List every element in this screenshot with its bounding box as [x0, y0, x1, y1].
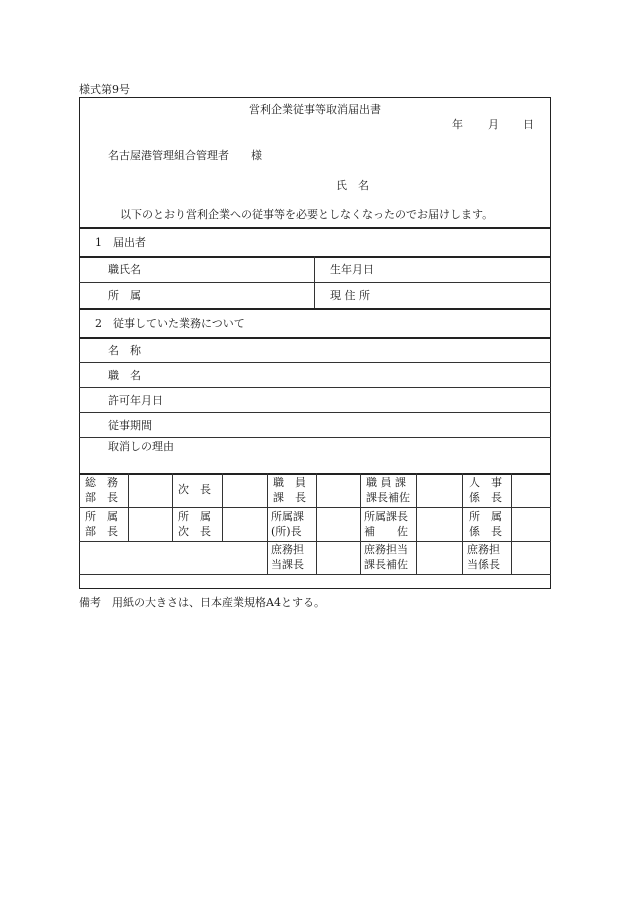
divider — [79, 337, 551, 339]
approver-deputy: 次 長 — [178, 483, 211, 496]
footnote: 備考 用紙の大きさは、日本産業規格A4とする。 — [79, 596, 325, 609]
divider — [79, 256, 551, 258]
address-label: 現 住 所 — [330, 289, 370, 302]
approver-general-staff: 庶務担 — [271, 543, 304, 556]
divider — [314, 256, 315, 308]
approver-title: 当課長 — [271, 558, 304, 571]
divider — [267, 473, 268, 574]
divider — [79, 473, 551, 475]
approver-department: 所 属 — [85, 510, 118, 523]
divider — [79, 507, 551, 508]
divider — [416, 473, 417, 574]
approver-title: 次 長 — [178, 525, 211, 538]
permit-date-label: 許可年月日 — [108, 394, 163, 407]
divider — [79, 541, 551, 542]
divider — [128, 473, 129, 541]
name-label: 職氏名 — [108, 263, 141, 276]
divider — [79, 387, 551, 388]
section1-heading: 1 届出者 — [95, 236, 146, 249]
divider — [360, 473, 361, 574]
divider — [79, 308, 551, 310]
job-title-label: 名 称 — [108, 344, 141, 357]
form-title: 営利企業従事等取消届出書 — [249, 103, 381, 116]
approver-general-affairs: 総 務 — [85, 476, 118, 489]
approver-title: 係 長 — [469, 525, 502, 538]
approver-title: 課 長 — [273, 491, 306, 504]
position-label: 職 名 — [108, 369, 141, 382]
divider — [79, 227, 551, 229]
statement: 以下のとおり営利企業への従事等を必要としなくなったのでお届けします。 — [120, 208, 494, 221]
applicant-name-label: 氏 名 — [336, 179, 369, 192]
date-month: 月 — [488, 118, 499, 131]
approver-title: 部 長 — [85, 491, 118, 504]
divider — [79, 437, 551, 438]
approver-title: 課長補佐 — [366, 491, 410, 504]
divider — [79, 412, 551, 413]
divider — [316, 473, 317, 574]
divider — [172, 473, 173, 541]
approver-section: 所属課 — [271, 510, 304, 523]
approver-title: (所)長 — [271, 525, 302, 538]
reason-label: 取消しの理由 — [108, 440, 174, 453]
approver-general-staff: 庶務担 — [467, 543, 500, 556]
date-year: 年 — [452, 118, 463, 131]
divider — [222, 473, 223, 541]
approver-title: 当係長 — [467, 558, 500, 571]
divider — [79, 282, 551, 283]
form-number: 様式第9号 — [79, 83, 130, 96]
date-day: 日 — [523, 118, 534, 131]
approver-title: 部 長 — [85, 525, 118, 538]
approver-department: 所 属 — [469, 510, 502, 523]
approver-title: 課長補佐 — [364, 558, 408, 571]
divider — [462, 473, 463, 574]
addressee: 名古屋港管理組合管理者 様 — [108, 149, 262, 162]
approver-department: 所 属 — [178, 510, 211, 523]
approver-staff-section: 職 員 課 — [366, 476, 406, 489]
birth-label: 生年月日 — [330, 263, 374, 276]
approver-title: 補 佐 — [364, 525, 408, 538]
section2-heading: 2 従事していた業務について — [95, 317, 245, 330]
approver-title: 係 長 — [469, 491, 502, 504]
approver-general-staff: 庶務担当 — [364, 543, 408, 556]
divider — [511, 473, 512, 574]
approver-staff: 職 員 — [273, 476, 306, 489]
divider — [79, 362, 551, 363]
period-label: 従事期間 — [108, 419, 152, 432]
affiliation-label: 所 属 — [108, 289, 141, 302]
divider — [79, 574, 551, 575]
approver-section-chief: 所属課長 — [364, 510, 408, 523]
approver-personnel: 人 事 — [469, 476, 502, 489]
